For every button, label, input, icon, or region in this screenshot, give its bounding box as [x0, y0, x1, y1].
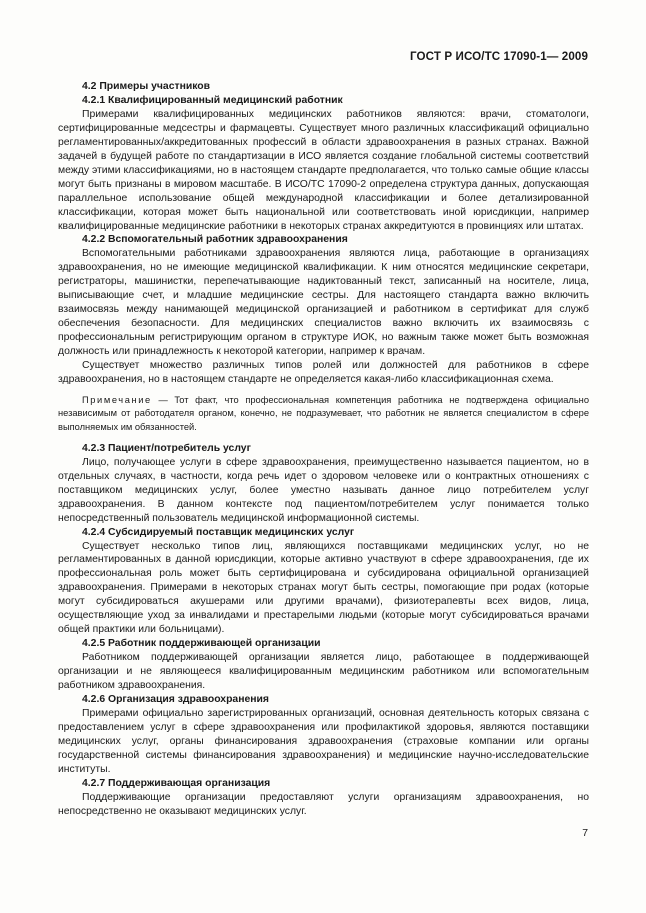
- body-paragraph: Лицо, получающее услуги в сфере здравоохранения, преимущественно называется пациентом, но в отдельных случаях, в частности, когда речь идет о здоровом человеке или о контрактных отношениях с поставщиком медицинских услуг, более уместно называть данное лицо потребителем услуг здравоохранения. В данном контексте под пациентом/потребителем услуг понимается только непосредственный пользователь медицинской информационной системы.: [58, 456, 589, 524]
- subsection-heading: 4.2.3 Пациент/потребитель услуг: [82, 442, 251, 454]
- body-paragraph: Вспомогательными работниками здравоохранения являются лица, работающие в организациях здравоохранения, но не имеющие медицинской квалификации. К ним относятся медицинские секретари, регистраторы, машинистки, перепечатывающие надиктованный текст, записанный на носителе, лица, выписывающие счет, и младшие медицинские сестры. Для настоящего стандарта важно включить взаимосвязь между нанимающей медицинской организацией и работником в сертификат для служб обеспечения безопасности. Для медицинских специалистов важно включить их взаимосвязь с профессиональным регистрирующим органом в структуре ИОК, но важным также может быть возможная должность или принадлежность к некоторой категории, например к врачам.: [58, 248, 589, 358]
- body-paragraph: Существует несколько типов лиц, являющихся поставщиками медицинских услуг, но не регламентированных в данной юрисдикции, которые активно участвуют в сфере здравоохранения, где их профессиональная роль может быть сертифицирована и субсидирована официальной организацией здравоохранения. Примерами в некоторых странах могут быть сестры, помогающие при родах (которые могут субсидироваться акушерами или другими врачами), физиотерапевты всех видов, лица, осуществляющие уход за инвалидами и престарелыми людьми (которые могут субсидироваться врачами общей практики или больницами).: [58, 540, 589, 636]
- subsection-heading: 4.2.1 Квалифицированный медицинский работник: [82, 94, 343, 106]
- body-paragraph: Существует множество различных типов ролей или должностей для работников в сфере здравоохранения, но в настоящем стандарте не определяется какая-либо классификационная схема.: [58, 360, 589, 386]
- body-paragraph: Поддерживающие организации предоставляют услуги организациям здравоохранения, но непосредственно не оказывают медицинских услуг.: [58, 791, 589, 817]
- page-number: 7: [582, 828, 588, 839]
- subsection-heading: 4.2.4 Субсидируемый поставщик медицинских услуг: [82, 526, 355, 538]
- section-heading: 4.2 Примеры участников: [82, 81, 211, 92]
- subsection-heading: 4.2.2 Вспомогательный работник здравоохранения: [82, 234, 348, 246]
- subsection-heading: 4.2.7 Поддерживающая организация: [82, 777, 271, 789]
- subsection-heading: 4.2.6 Организация здравоохранения: [82, 694, 269, 706]
- document-body: [58, 80, 589, 819]
- body-paragraph: Работником поддерживающей организации является лицо, работающее в поддерживающей организации и не являющееся квалифицированным медицинским работником или вспомогательным работником здравоохранения.: [58, 652, 589, 692]
- standard-header: ГОСТ Р ИСО/ТС 17090-1— 2009: [410, 50, 588, 63]
- subsection-heading: 4.2.5 Работник поддерживающей организации: [82, 638, 321, 650]
- note-paragraph: [58, 394, 589, 434]
- body-paragraph: Примерами официально зарегистрированных организаций, основная деятельность которых связана с предоставлением услуг в сфере здравоохранения или профилактикой здоровья, являются поставщики медицинских услуг, органы финансирования здравоохранения (страховые компании или органы государственной системы финансирования здравоохранения) и медицинские научно-исследовательские институты.: [58, 707, 589, 775]
- body-paragraph: Примерами квалифицированных медицинских работников являются: врачи, стоматологи, сертифицированные медсестры и фармацевты. Существует много различных классификаций официально регламентированных/аккредитованных профессий в области здравоохранения в разных странах. Важной задачей в будущей работе по стандартизации в ИСО является создание глобальной системы соответствий между этими классификациями, но в настоящем стандарте предполагается, что только самые общие классы могут быть признаны в мировом масштабе. В ИСО/ТС 17090-2 определена структура данных, допускающая параллельное использование общей международной классификации и более детализированной классификации, которая может быть национальной или соответствовать иной юрисдикции, например квалифицированные медицинские работники в некоторых странах аккредитуются в провинциях или штатах.: [58, 108, 589, 232]
- note-text: — Тот факт, что профессиональная компетенция работника не подтверждена официально независимым от работодателя органом, конечно, не подразумевает, что работник не является специалистом в сфере выполняемых им обязанностей.: [58, 394, 589, 432]
- note-label: Примечание: [82, 394, 152, 405]
